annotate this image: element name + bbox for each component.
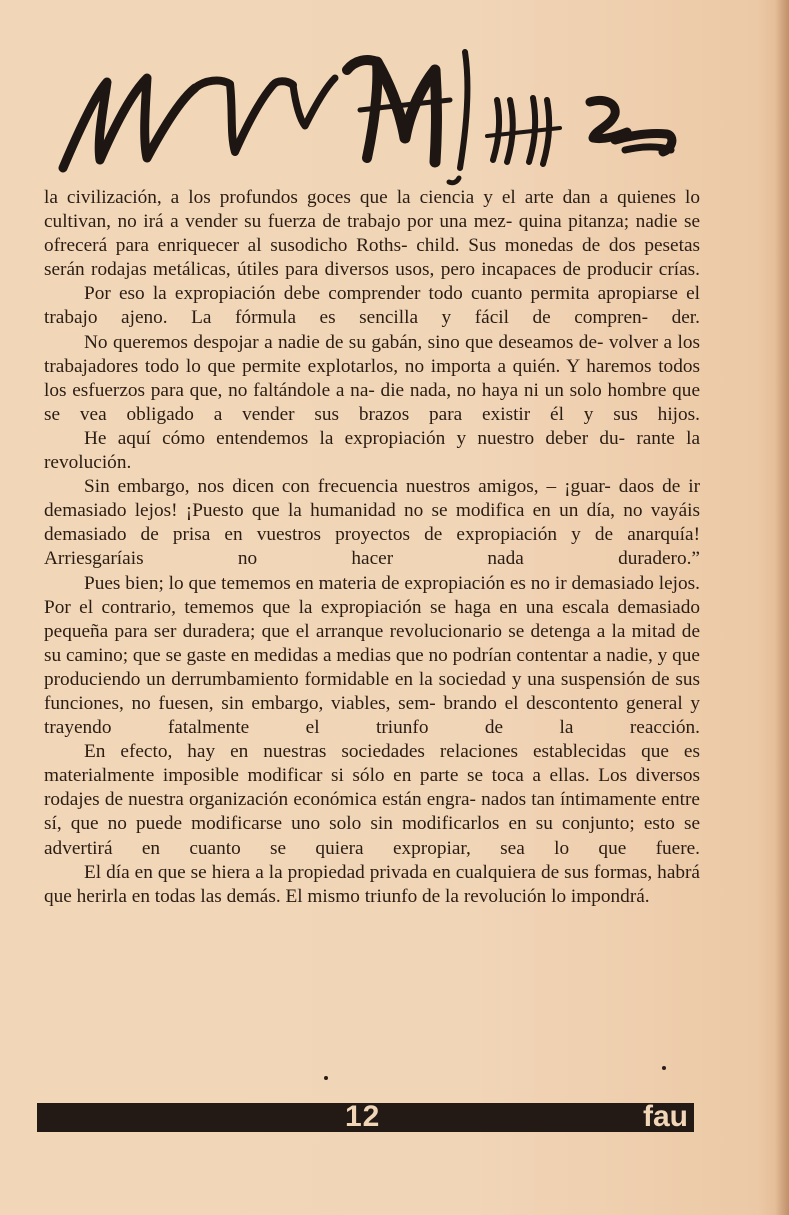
text-line: quienes lo cultivan, no irá a vender su fuerza de trabajo por una mez- <box>44 187 700 233</box>
text-line: produciendo un derrumbamiento formidable en la sociedad y una <box>44 668 556 690</box>
text-line: He aquí cómo entendemos la expropiación y nuestro deber du- <box>84 427 626 449</box>
text-line: brando el descontento general y trayendo fatalmente el triunfo de <box>44 692 700 739</box>
text-line: arranque revolucionario se detenga a la mitad de su camino; que se <box>44 620 701 666</box>
paragraph-7 <box>44 740 700 860</box>
page-number: 12 <box>345 1100 381 1133</box>
text-line: sin modificarlos en su conjunto; esto se advertirá en cuanto se quiera <box>44 813 701 859</box>
text-line: expropiar, sea lo que fuere. <box>392 837 700 859</box>
text-line: der. <box>671 307 700 329</box>
text-line: nados tan íntimamente entre sí, que no puede modificarse uno solo <box>44 789 700 835</box>
text-line: Sin embargo, nos dicen con frecuencia nuestros amigos, – ¡guar- <box>84 476 611 498</box>
text-line: para diversos usos, pero incapaces de producir crías. <box>285 259 700 281</box>
paragraph-5 <box>44 475 700 571</box>
ink-speck <box>324 1076 328 1080</box>
text-line: la reacción. <box>559 717 700 739</box>
text-line: gaste en medidas a medias que no podrían contentar a nadie, y que <box>186 644 700 666</box>
text-line: El día en que se hiera a la propiedad privada en cualquiera de sus <box>84 861 589 883</box>
body-text <box>44 186 700 909</box>
ink-speck <box>662 1066 666 1070</box>
footer-bar <box>37 1100 694 1133</box>
paragraph-8 <box>44 861 700 909</box>
text-line: es materialmente imposible modificar si sólo en parte se toca a ellas. <box>44 741 700 787</box>
text-line: child. Sus monedas de dos pesetas serán rodajas metálicas, útiles <box>44 235 700 281</box>
paragraph-2 <box>44 282 700 330</box>
text-line: No queremos despojar a nadie de su gabán, sino que deseamos de- <box>84 331 604 353</box>
text-line: a quién. Y haremos todos los esfuerzos para que, no faltándole a na- <box>44 355 700 401</box>
handwritten-scribble <box>55 40 695 190</box>
text-line: demasiado lejos. Por el contrario, tememos que la expropiación se <box>44 572 700 618</box>
text-line: apropiarse el trabajo ajeno. La fórmula es sencilla y fácil de compren- <box>44 283 700 329</box>
text-line: En efecto, hay en nuestras sociedades relaciones establecidas que <box>84 741 669 763</box>
text-line: formas, habrá que herirla en todas las demás. El mismo triunfo de la <box>44 861 700 907</box>
text-line: volver a los trabajadores todo lo que permite explotarlos, no importa <box>44 331 700 377</box>
text-line: Pues bien; lo que tememos en materia de expropiación es no ir <box>84 572 567 594</box>
page-edge-shadow <box>775 0 789 1215</box>
text-line: expropiación y de anarquía! Arriesgaríais no hacer nada duradero.” <box>44 524 700 570</box>
text-line: daos de ir demasiado lejos! ¡Puesto que la humanidad no se modifica <box>44 476 700 522</box>
text-line: Por eso la expropiación debe comprender todo cuanto permita <box>84 283 590 305</box>
text-line: en un día, no vayáis demasiado de prisa en vuestros proyectos de <box>44 500 700 546</box>
paragraph-3 <box>44 331 700 427</box>
text-line: quina pitanza; nadie se ofrecerá para enriquecer al susodicho Roths- <box>44 211 701 257</box>
paragraph-4 <box>44 427 700 475</box>
text-line: suspensión de sus funciones, no fuesen, sin embargo, viables, sem- <box>44 668 700 714</box>
text-line: die nada, no haya ni un solo hombre que se vea obligado a vender sus <box>44 379 700 425</box>
text-line: Los diversos rodajes de nuestra organización económica están engra- <box>44 765 700 811</box>
publisher-mark: fau <box>643 1100 688 1133</box>
text-line: la civilización, a los profundos goces que la ciencia y el arte dan a <box>44 187 609 208</box>
text-line: revolución lo impondrá. <box>463 885 650 907</box>
text-line: rante la revolución. <box>44 427 700 474</box>
text-line: haga en una escala demasiado pequeña para ser duradera; que el <box>44 596 701 642</box>
paragraph-1 <box>44 186 700 282</box>
text-line: brazos para existir él y sus hijos. <box>358 403 700 425</box>
paragraph-6 <box>44 572 700 741</box>
